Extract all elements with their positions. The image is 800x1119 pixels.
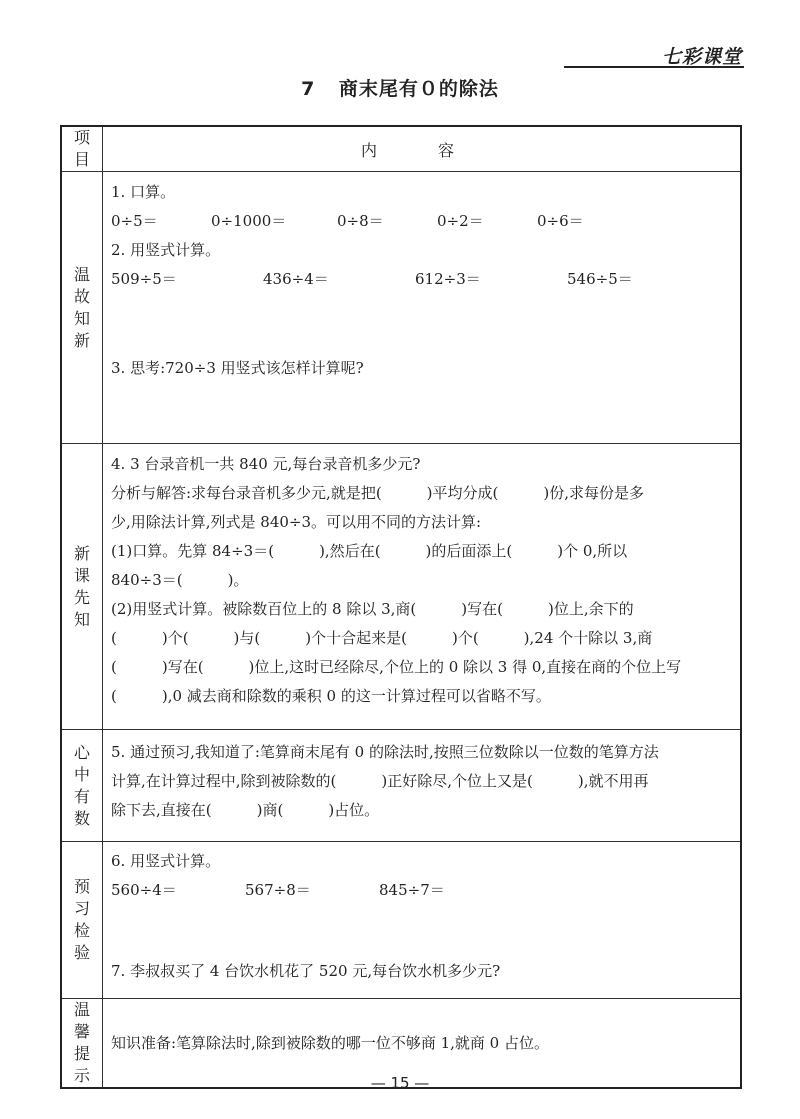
q1-item: 0÷2＝ [437, 212, 484, 230]
q1-text: 1. 口算。 [111, 183, 176, 201]
heart-label-cell [61, 730, 103, 842]
q3-text: 3. 思考:720÷3 用竖式该怎样计算呢? [111, 359, 364, 377]
q7-text: 7. 李叔叔买了 4 台饮水机花了 520 元,每台饮水机多少元? [111, 962, 501, 980]
q4-line: ( )个( )与( )个十合起来是( )个( ),24 个十除以 3,商 [111, 629, 653, 647]
lesson-title: 商末尾有０的除法 [338, 78, 499, 100]
q2-items [111, 265, 728, 294]
q4-line: (2)用竖式计算。被除数百位上的 8 除以 3,商( )写在( )位上,余下的 [111, 600, 634, 618]
header-rule [564, 66, 744, 68]
check-content [103, 842, 742, 999]
q5-line: 计算,在计算过程中,除到被除数的( )正好除尽,个位上又是( ),就不用再 [111, 772, 649, 790]
heart-row [61, 730, 741, 842]
new-content [103, 444, 742, 730]
q6-text: 6. 用竖式计算。 [111, 852, 221, 870]
new-row [61, 444, 741, 730]
q2-item: 436÷4＝ [263, 270, 329, 288]
heart-label: 心中有数 [73, 742, 90, 828]
review-label-cell [61, 172, 103, 444]
answer-space [111, 905, 728, 957]
q4-line: ( ),0 减去商和除数的乘积 0 的这一计算过程可以省略不写。 [111, 687, 551, 705]
tips-label: 温馨提示 [73, 1000, 90, 1085]
q1-item: 0÷8＝ [337, 212, 384, 230]
q1-item: 0÷1000＝ [211, 212, 287, 230]
q1-item: 0÷6＝ [537, 212, 584, 230]
review-content [103, 172, 742, 444]
review-label: 温故知新 [73, 264, 90, 350]
heart-content [103, 730, 742, 842]
q1-item: 0÷5＝ [111, 212, 158, 230]
q2-item: 509÷5＝ [111, 270, 177, 288]
header-row [61, 126, 741, 172]
q6-item: 845÷7＝ [379, 881, 445, 899]
q2-item: 546÷5＝ [567, 270, 633, 288]
check-label: 预习检验 [73, 877, 90, 962]
answer-space [111, 294, 728, 354]
header-label-cell [61, 126, 103, 172]
lesson-number: 7 [301, 78, 316, 100]
q4-line: (1)口算。先算 84÷3＝( ),然后在( )的后面添上( )个 0,所以 [111, 542, 628, 560]
header-content: 内 容 [103, 126, 742, 172]
q6-item: 560÷4＝ [111, 881, 177, 899]
q5-line: 5. 通过预习,我知道了:笔算商末尾有 0 的除法时,按照三位数除以一位数的笔算方法 [111, 743, 659, 761]
q6-item: 567÷8＝ [245, 881, 311, 899]
new-label-cell [61, 444, 103, 730]
q2-text: 2. 用竖式计算。 [111, 241, 221, 259]
q4-text: 4. 3 台录音机一共 840 元,每台录音机多少元? [111, 455, 421, 473]
q2-item: 612÷3＝ [415, 270, 481, 288]
page-title [0, 74, 800, 101]
header-label: 项目 [73, 128, 90, 169]
brand-logo: 七彩课堂 [661, 46, 742, 68]
q6-items [111, 876, 728, 905]
q4-line: ( )写在( )位上,这时已经除尽,个位上的 0 除以 3 得 0,直接在商的个位上写 [111, 658, 682, 676]
q4-line: 840÷3＝( )。 [111, 571, 249, 589]
tips-text: 知识准备:笔算除法时,除到被除数的哪一位不够商 1,就商 0 占位。 [111, 1033, 549, 1052]
q4-line: 分析与解答:求每台录音机多少元,就是把( )平均分成( )份,求每份是多 [111, 484, 645, 502]
review-row [61, 172, 741, 444]
page-number: — 15 — [370, 1074, 430, 1092]
q4-line: 少,用除法计算,列式是 840÷3。可以用不同的方法计算: [111, 513, 482, 531]
q1-items [111, 207, 728, 236]
lesson-table [60, 125, 742, 1089]
q5-line: 除下去,直接在( )商( )占位。 [111, 801, 380, 819]
new-label: 新课先知 [73, 543, 90, 629]
check-row [61, 842, 741, 999]
check-label-cell [61, 842, 103, 999]
